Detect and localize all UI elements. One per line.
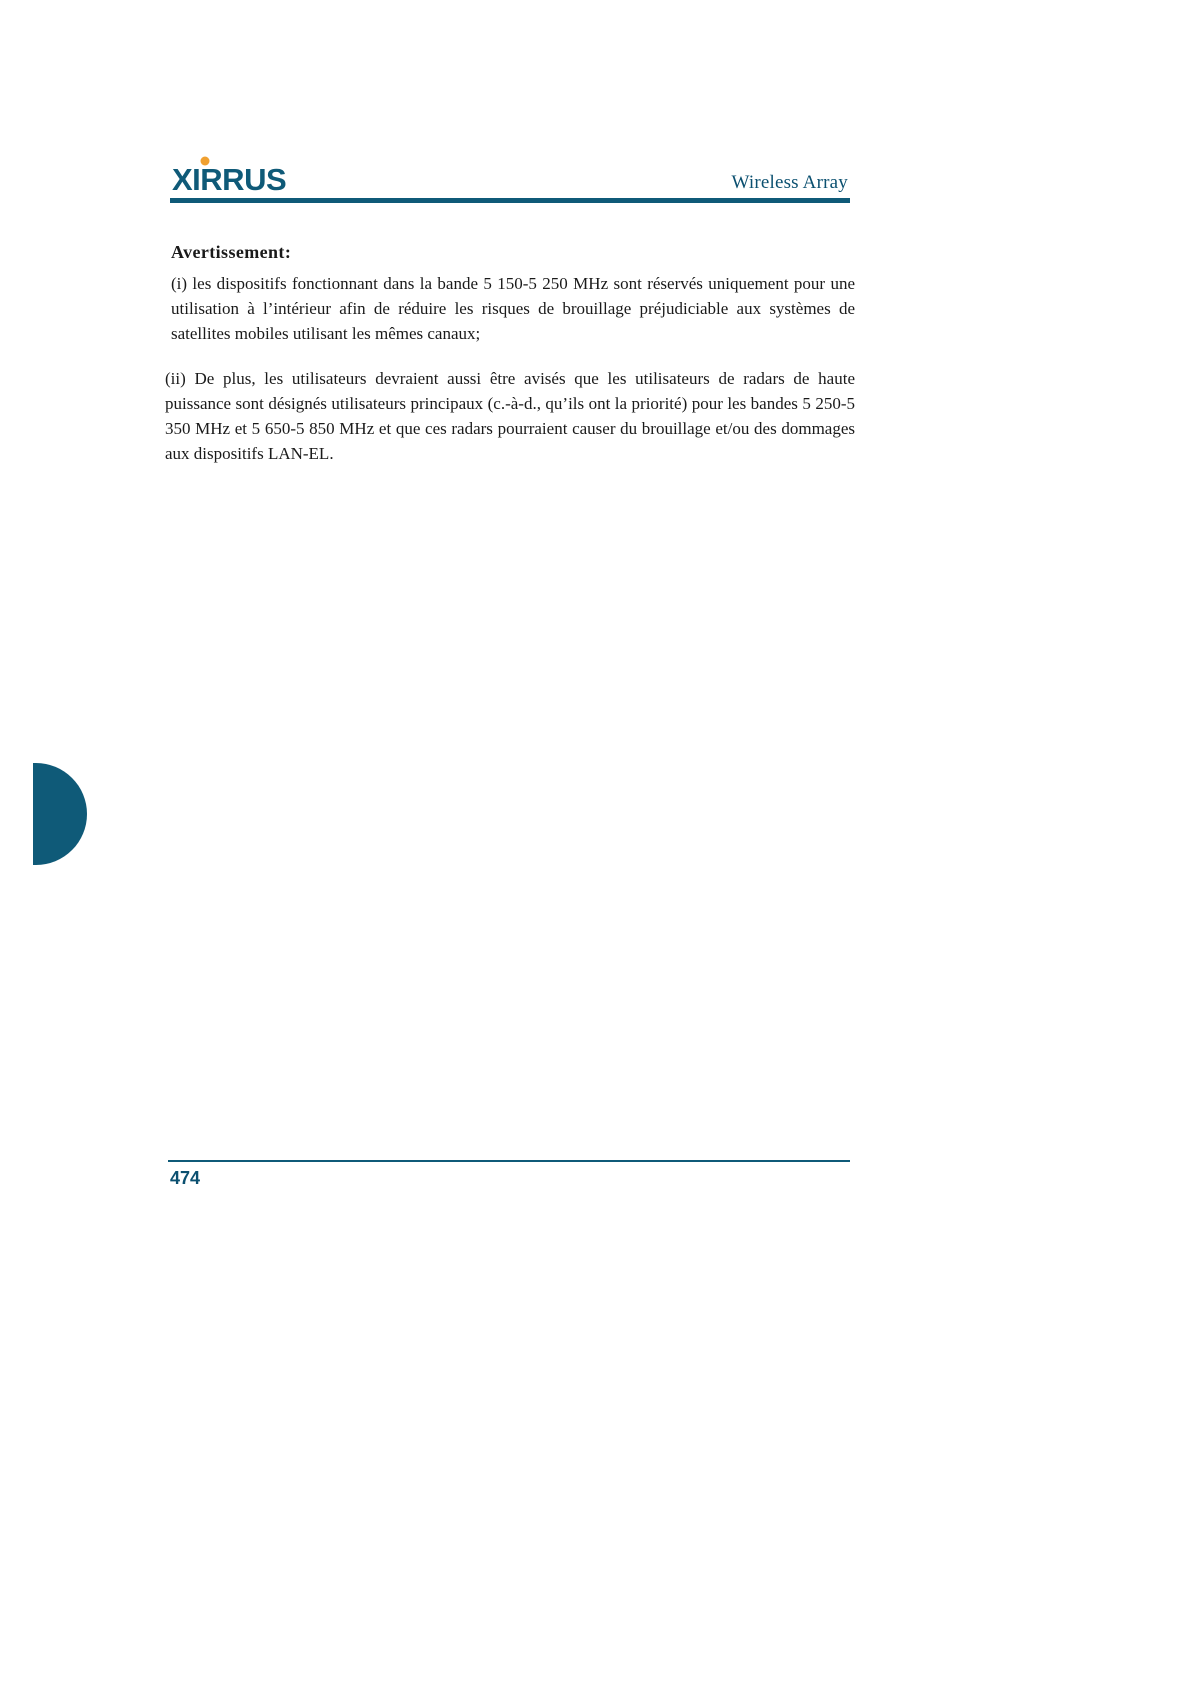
- xirrus-logo-graphic: [172, 148, 312, 198]
- warning-section: [165, 242, 855, 486]
- header-title: Wireless Array: [731, 172, 848, 193]
- page-number: 474: [170, 1168, 201, 1188]
- warning-heading: Avertissement:: [171, 242, 292, 262]
- warning-paragraph-1: (i) les dispositifs fonctionnant dans la bande 5 150-5 250 MHz sont réservés uniquement pour une utilisation à l’intérieur afin de réduire les risques de brouillage préjudiciable aux systèmes de satellites mobiles utilisant les mêmes canaux;: [171, 274, 855, 343]
- header-divider: [170, 198, 850, 203]
- logo-wordmark: XIRRUS: [172, 162, 287, 197]
- footer-divider: [168, 1160, 850, 1162]
- warning-paragraph-2: (ii) De plus, les utilisateurs devraient aussi être avisés que les utilisateurs de radars de haute puissance sont désignés utilisateurs principaux (c.-à-d., qu’ils ont la priorité) pour les bandes 5 250-5 350 MHz et 5 650-5 850 MHz et que ces radars pourraient causer du brouillage et/ou des dommages aux dispositifs LAN-EL.: [165, 369, 855, 463]
- xirrus-logo: [172, 148, 312, 198]
- chapter-side-tab: [33, 763, 87, 865]
